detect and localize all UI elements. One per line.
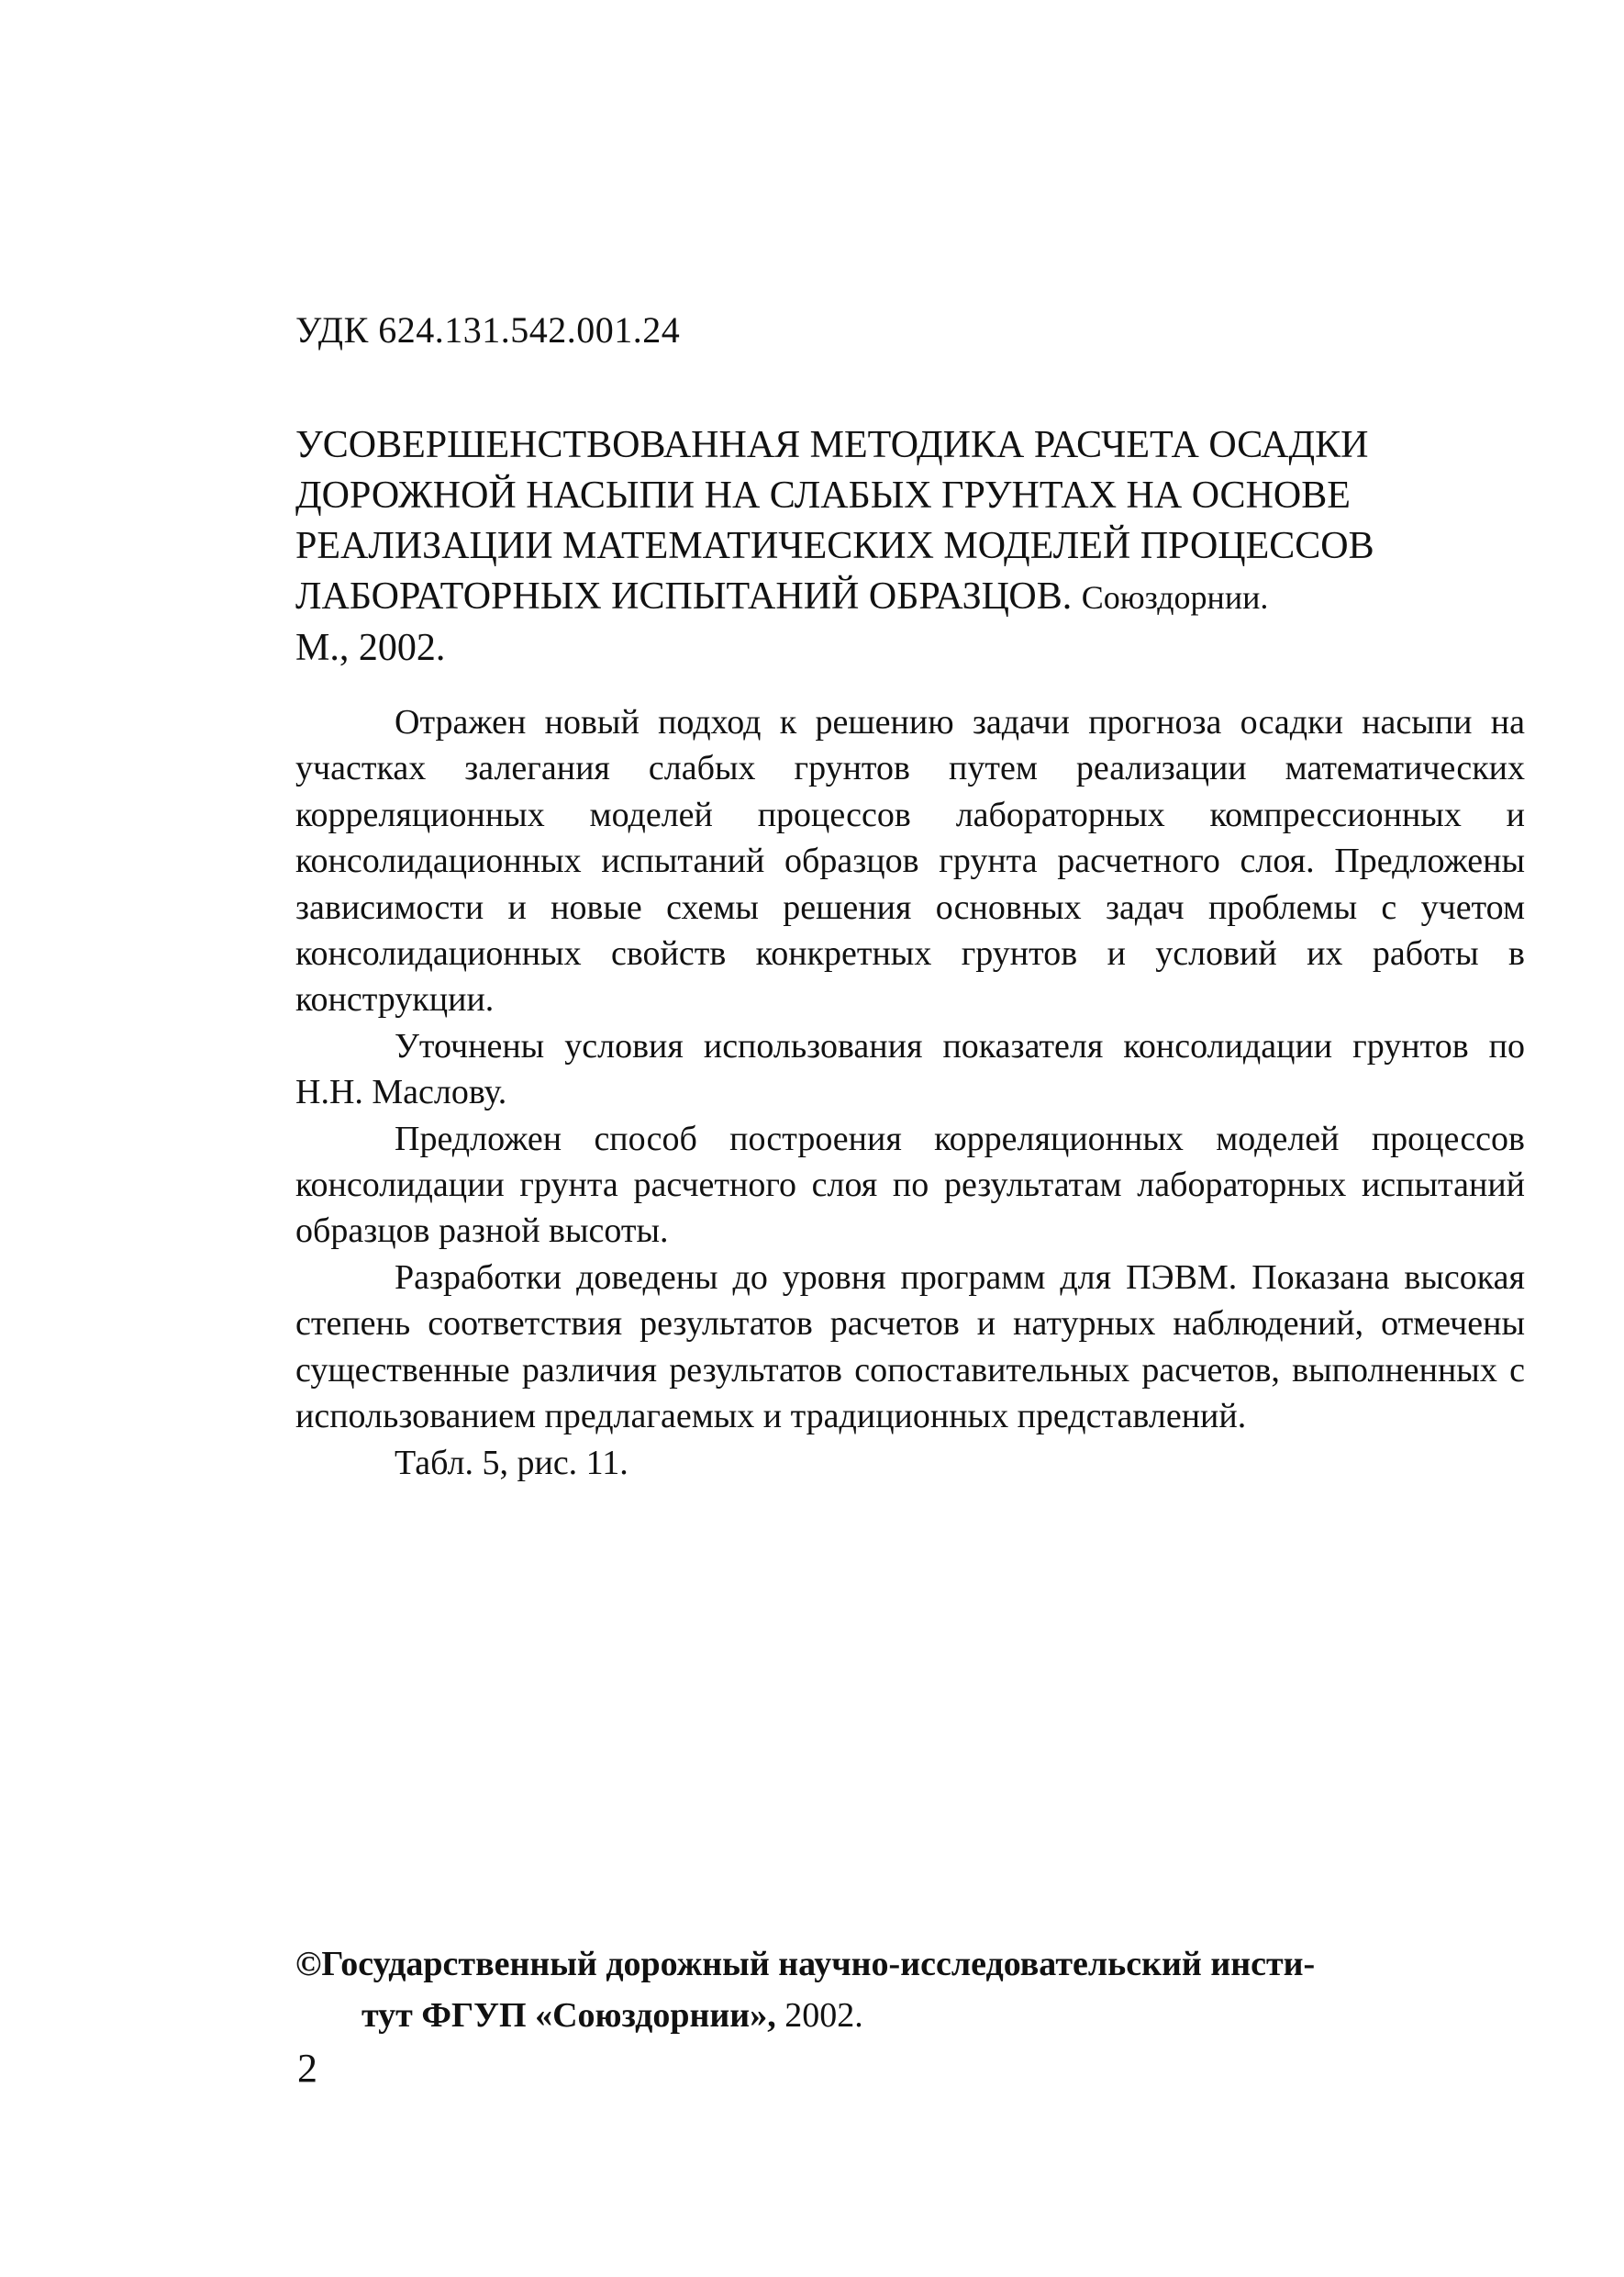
copyright-line-2-wrapper: [295, 1990, 1525, 2041]
page-number: 2: [297, 2046, 317, 2091]
publisher: Союздорнии.: [1081, 579, 1269, 616]
abstract-paragraph-2: Уточнены условия использования показателя консолидации грунтов по Н.Н. Маслову.: [295, 1026, 1525, 1112]
abstract-paragraph-1: Отражен новый подход к решению задачи прогноза осадки насыпи на участках залегания слабых грунтов путем реализации математических корреляционных моделей процессов лабораторных компрессионных и консолидационных испытаний образцов грунта расчетного слоя. Предложены зависимости и новые схемы решения основных задач проблемы с учетом консолидационных свойств конкретных грунтов и условий их работы в конструкции.: [295, 703, 1525, 1020]
title-line-4: ЛАБОРАТОРНЫХ ИСПЫТАНИЙ ОБРАЗЦОВ.: [295, 575, 1073, 618]
title-line-4-wrapper: [295, 572, 1525, 623]
abstract-paragraph-4: Разработки доведены до уровня программ для ПЭВМ. Показана высокая степень соответствия результатов расчетов и натурных наблюдений, отмечены существенные различия результатов сопоставительных расчетов, выполненных с использованием предлагаемых и традиционных представлений.: [295, 1257, 1525, 1436]
copyright-notice: [295, 1938, 1525, 2041]
title-line-3: РЕАЛИЗАЦИИ МАТЕМАТИЧЕСКИХ МОДЕЛЕЙ ПРОЦЕССОВ: [295, 525, 1374, 567]
copyright-line-1: ©Государственный дорожный научно-исследовательский инсти-: [295, 1945, 1316, 1983]
copyright-year: 2002.: [784, 1996, 863, 2035]
udk-code: УДК 624.131.542.001.24: [295, 309, 681, 351]
place-year: М., 2002.: [295, 627, 446, 669]
abstract: [295, 699, 1525, 1486]
copyright-line-2: тут ФГУП «Союздорнии»,: [362, 1996, 776, 2035]
abstract-paragraph-3: Предложен способ построения корреляционных моделей процессов консолидации грунта расчетного слоя по результатам лабораторных испытаний образцов разной высоты.: [295, 1119, 1525, 1251]
tables-figures-count: Табл. 5, рис. 11.: [395, 1443, 628, 1482]
title-line-2: ДОРОЖНОЙ НАСЫПИ НА СЛАБЫХ ГРУНТАХ НА ОСНОВЕ: [295, 474, 1351, 517]
title-line-1: УСОВЕРШЕНСТВОВАННАЯ МЕТОДИКА РАСЧЕТА ОСАДКИ: [295, 424, 1369, 466]
title-block: [295, 420, 1525, 674]
